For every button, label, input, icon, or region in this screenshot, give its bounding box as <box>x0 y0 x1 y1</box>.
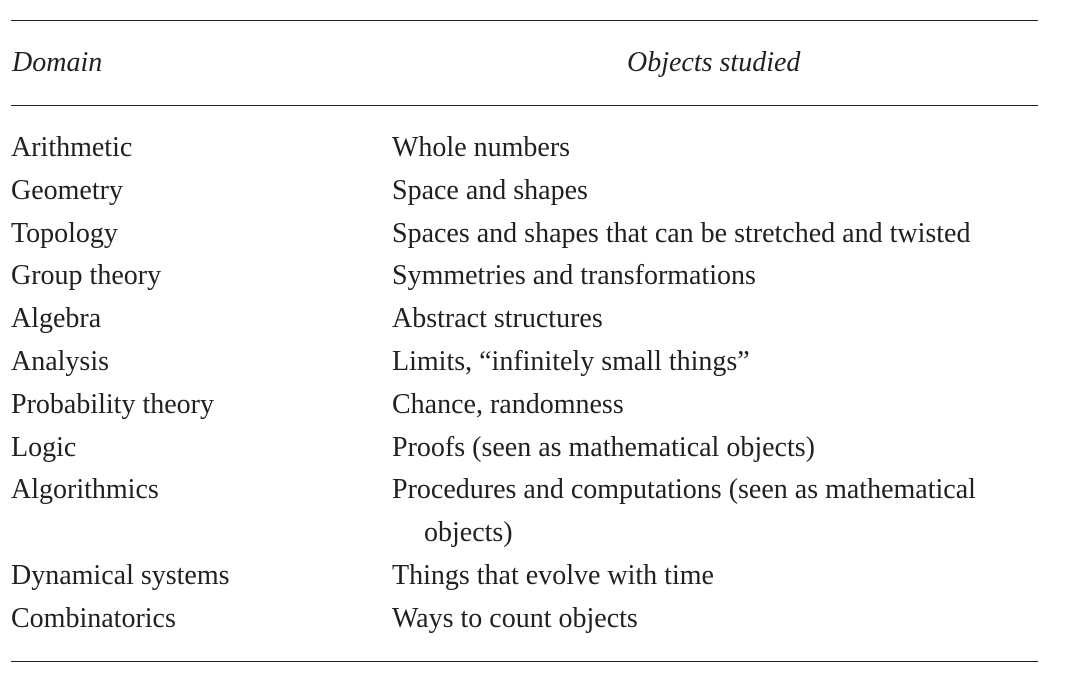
table-row <box>11 384 1051 427</box>
table-row <box>11 213 1051 256</box>
objects-cell-line: Procedures and computations (seen as mathematical <box>392 474 976 506</box>
objects-cell-continuation: objects) <box>424 517 513 549</box>
objects-cell: Proofs (seen as mathematical objects) <box>392 431 815 463</box>
objects-cell: Space and shapes <box>392 174 588 206</box>
domain-cell: Dynamical systems <box>11 559 230 591</box>
table-row <box>11 255 1051 298</box>
top-rule <box>11 20 1038 21</box>
table-body <box>11 127 1051 641</box>
domain-cell: Arithmetic <box>11 132 133 163</box>
table-row <box>11 469 1051 555</box>
table-row <box>11 598 1051 641</box>
domain-cell: Group theory <box>11 260 162 292</box>
header-objects-studied: Objects studied <box>627 47 801 78</box>
domain-cell: Algorithmics <box>11 474 159 506</box>
objects-cell: Things that evolve with time <box>392 559 714 591</box>
objects-cell: Abstract structures <box>392 303 603 335</box>
objects-cell: Whole numbers <box>392 132 571 163</box>
objects-cell: Spaces and shapes that can be stretched and twisted <box>392 217 971 249</box>
bottom-rule <box>11 661 1038 662</box>
objects-cell: Ways to count objects <box>392 602 638 634</box>
objects-cell: Symmetries and transformations <box>392 260 756 292</box>
domain-cell: Analysis <box>11 345 109 377</box>
domain-cell: Geometry <box>11 174 123 206</box>
table-row <box>11 170 1051 213</box>
table-row <box>11 341 1051 384</box>
objects-cell <box>392 469 1051 555</box>
objects-cell: Limits, “infinitely small things” <box>392 345 750 377</box>
table-row <box>11 127 1051 170</box>
header-domain: Domain <box>12 47 103 78</box>
table-row <box>11 298 1051 341</box>
domain-cell: Probability theory <box>11 388 214 420</box>
table-row <box>11 427 1051 470</box>
domain-cell: Combinatorics <box>11 602 176 634</box>
objects-cell: Chance, randomness <box>392 388 624 420</box>
domain-cell: Topology <box>11 217 118 249</box>
header-rule <box>11 105 1038 106</box>
table-row <box>11 555 1051 598</box>
domain-cell: Algebra <box>11 303 102 335</box>
domain-cell: Logic <box>11 431 77 463</box>
